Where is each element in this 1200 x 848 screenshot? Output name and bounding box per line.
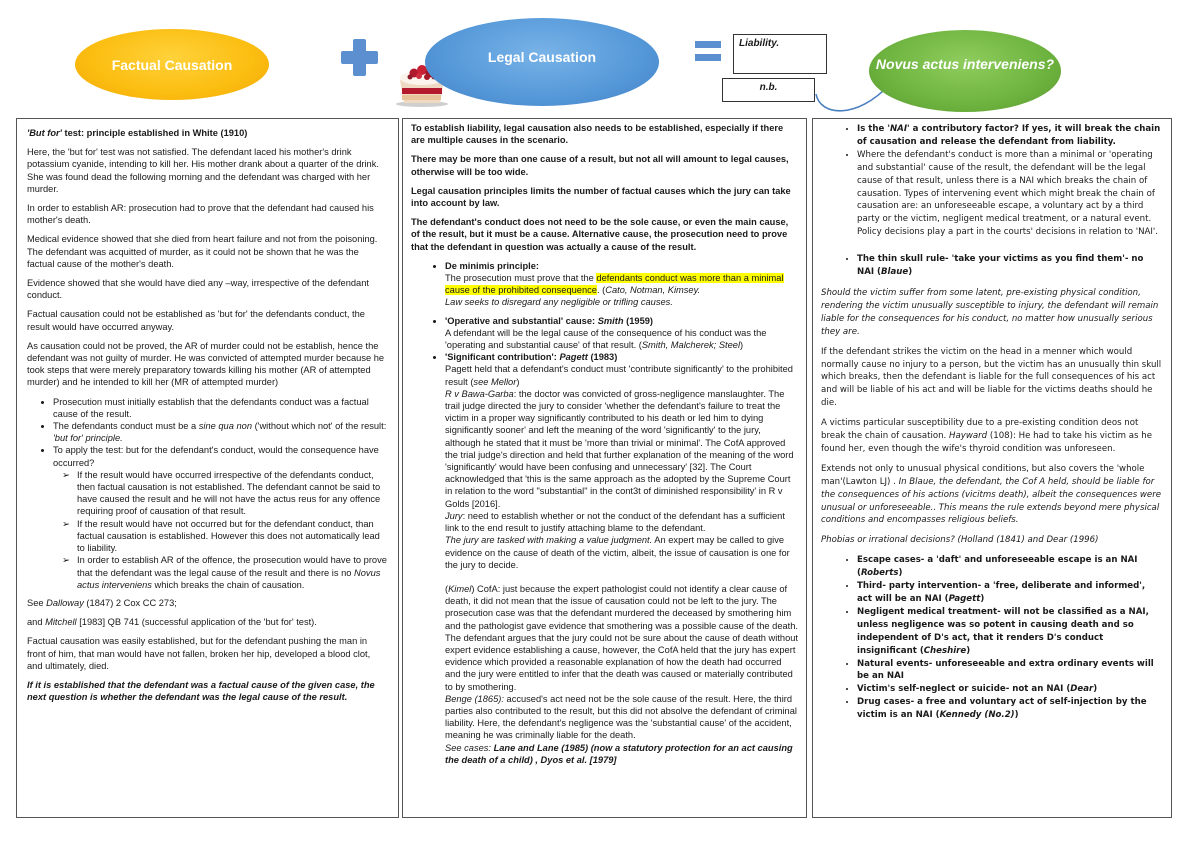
dalloway-citation: See Dalloway (1847) 2 Cox CC 273; [27,597,177,608]
list-item: • Escape cases- a 'daft' and unforeseeable escape is an NAI (Roberts) [857,554,1163,580]
list-item: • Negligent medical treatment- will not be classified as a NAI, unless negligence was so potent in causing death and so independent of D's act, that it renders D's conduct insignificant (Cheshire) [857,606,1163,658]
nb-label: n.b. [759,82,778,93]
list-item: • Victim's self-neglect or suicide- not an NAI (Dear) [857,683,1163,696]
factual-causation-label: Factual Causation [111,56,233,73]
nai-types-list [821,554,1163,722]
legal-causation-label: Legal Causation [487,49,597,65]
novus-actus-label: Novus actus interveniens? [875,56,1055,72]
liability-paragraph: To establish liability, legal causation also needs to be established, especially if there are multiple causes in the scenario. [411,123,784,146]
thin-skull-list [821,253,1163,279]
list-item: ➢ If the result would have not occurred but for the defendant conduct, than factual causation is established. However this does not automatically lead to liability. [77,518,388,555]
ar-paragraph: In order to establish AR: prosecution had to prove that the defendant had caused his mother's death. [27,203,374,226]
plus-icon [341,39,378,76]
strike-paragraph: If the defendant strikes the victim on the head in a menner which would normally cause no injury to a person, but the victim has an unusually thin skull which breaks, then the defendant is liable for the full consequences of his act and will be liable of his act and will be liable for the victims deaths should he die. [821,346,1162,409]
multiple-causes-paragraph: There may be more than one cause of a result, but not all will amount to legal causes, otherwise will be too wide. [411,154,789,177]
white-facts: Here, the 'but for' test was not satisfied. The defendant laced his mother's drink potassium cyanide, intending to kill her. His mother drank about a quarter of the drink. She was found dead the following morning and the defendant was charged with her murder. [27,147,379,194]
pushing-paragraph: Factual causation was easily established, but for the defendant pushing the man in front of him, that man would have not fallen, broken her hip, developed a blood clot, and ultimately, died. [27,636,371,671]
list-item: • The defendants conduct must be a sine qua non ('without which not' of the result: 'but for' principle. [53,420,388,444]
legal-principles-list [411,260,798,309]
but-for-heading: 'But for' test: principle established in White (1910) [27,128,248,138]
novus-actus-oval [869,30,1061,112]
sole-cause-paragraph: The defendant's conduct does not need to be the sole cause, or even the main cause, of the result, but it must be a cause. Alternative cause, the prosecution need to prove that the defendant in question was actually a cause of the result. [411,217,789,252]
legal-causation-oval [425,18,659,106]
nai-column [812,118,1172,818]
list-item: • Prosecution must initially establish that the defendants conduct was a factual cause of the result. [53,396,388,420]
list-item: • De minimis principle: The prosecution must prove that the defendants conduct was more than a minimal cause of the prohibited consequence. (Cato, Notman, Kimsey. Law seeks to disregard any negligible or trifling causes. [445,260,798,309]
list-item: • Third- party intervention- a 'free, deliberate and informed', act will be an NAI (Pagett) [857,580,1163,606]
kimel-paragraph: (Kimel) CofA: just because the expert pathologist could not identify a clear cause of death, it did not mean that the issue of causation could not be left to the jury. The prosecution case was that the defendant murdered the deceased by smothering him and the pathologist gave evidence that smothering was a possible cause of the death. The defendant argues that the jury could not be sure about the cause of death without expert evidence establishing a cause, however, the CofA held that the jury has expert evidence which provided a reasonable explanation of how the death had occurred and the jury were entitled to infer that the death was caused or materially contributed to by smothering. Benge (1865): accused's act need not be the sole cause of the result. Here, the third parties also contributed to the result, but this did not absolve the defendant of criminal liability. Here, the defendant's negligence was the 'substantial cause' of the accident, meaning he was criminally liable for the death. See cases: Lane and Lane (1985) (now a statutory protection for an act causing the death of a child) , Dyos et al. [1979] [445,583,799,765]
highlighted-text: defendants conduct was more than a minimal cause of the prohibited consequence [445,273,784,296]
list-item: ➢ In order to establish AR of the offence, the prosecution would have to prove that the defendant was the legal cause of the result and there is no Novus actus interveniens which breaks the chain of causation. [77,554,388,591]
list-item: • Is the 'NAI' a contributory factor? If yes, it will break the chain of causation and release the defendant from liability. [857,123,1163,149]
nai-question-list [821,123,1163,239]
whole-man-paragraph: Extends not only to unusual physical conditions, but also covers the 'whole man'(Lawton LJ) . In Blaue, the defendant, the Cof A held, should be liable for the consequences of his actions (vicitms death), albeit the consequences were unusual or unforeseeable.. This means the rule extends beyond mere physical conditions and encompasses religious beliefs. [821,463,1162,526]
equals-icon [695,41,721,63]
evidence-paragraph: Evidence showed that she would have died any –way, irrespective of the defendant conduct. [27,278,369,301]
liability-box [733,34,827,74]
factual-bullet-list [27,396,388,591]
principles-paragraph: Legal causation principles limits the number of factual causes which the jury can take into account by law. [411,185,791,209]
conclusion-paragraph: If it is established that the defendant was a factual cause of the given case, the next question is whether the defendant was the legal cause of the result. [27,679,375,703]
legal-causation-column [402,118,807,818]
susceptibility-paragraph: A victims particular susceptibility due to a pre-existing condition deos not break the chain of causation. Hayward (108): He had to take his victim as he found her, even though the wife's thyroid condition was unforeseen. [821,418,1152,454]
list-item: • To apply the test: but for the defendant's conduct, would the consequence have occurred? ➢ If the result would have occurred irrespective of the defendants conduct, then factual causation is not established. The defendant cannot be said to have caused the result and he will not have the actus reus for any offence requiring proof of causation of that result. ➢ If the result would have not occurred but for the defendant conduct, than factual causation is established. However this does not automatically lead to liability. ➢ In order to establish AR of the offence, the prosecution would have to prove that the defendant was the legal cause of the result and there is no Novus actus interveniens which breaks the chain of causation. [53,444,388,590]
mitchell-citation: and Mitchell [1983] QB 741 (successful application of the 'but for' test). [27,617,317,628]
legal-principles-list-2 [411,315,798,571]
liability-label: Liability. [739,38,780,49]
factual-causation-column [16,118,399,818]
list-item: • 'Significant contribution': Pagett (1983) Pagett held that a defendant's conduct must 'contribute significantly' to the prohibited result (see Mellor) R v Bawa-Garba: the doctor was convicted of gross-negligence manslaughter. The trail judge directed the jury to consider 'whether the defendant's failure to treat the victim in a proper way significantly contributed to his death or led him to dying significantly sooner' and left the meaning of the word 'significantly' to the jury, although he stated that it must be 'more than trivial or minimal'. The CofA approved the trial judge's direction and held that further explanation of the meaning of the word 'significantly' would have been confusing and unnecessary' [32]. The Court acknowledged that 'this is the same approach as the adopted by the Supreme Court in relation to the word "substantial" in the cont3t of diminished responsibility' in R v Golds [2016]. Jury: need to establish whether or not the conduct of the defendant has a sufficient link to the end result to justify attaching blame to the defendant. The jury are tasked with making a value judgment. An expert may be called to give evidence on the cause of death of the victim, albeit, the issue of causation is one for the jury to decide. [445,351,798,571]
nb-box [722,78,815,102]
phobias-paragraph: Phobias or irrational decisions? (Holland (1841) and Dear (1996) [821,535,1099,546]
factual-causation-oval [75,29,269,100]
factual-not-established-paragraph: Factual causation could not be established as 'but for' the defendants conduct, the result would have occurred anyway. [27,309,365,332]
should-victim-paragraph: Should the victim suffer from some latent, pre-existing physical condition, rendering the victim unusually susceptible to injury, the defendant will remain liable for the consequences for his conduct, no matter how unusually serious they are. [821,287,1159,337]
list-item: • Natural events- unforeseeable and extra ordinary events will be an NAI [857,658,1163,684]
medical-evidence-paragraph: Medical evidence showed that she died from heart failure and not from the poisoning. The defendant was acquitted of murder, as it could not be shown that he was the factual cause of the mother's death. [27,234,378,269]
list-item: • The thin skull rule- 'take your victims as you find them'- no NAI (Blaue) [857,253,1163,279]
list-item: • Where the defendant's conduct is more than a minimal or 'operating and substantial' cause of the result, the defendant will be the legal cause of that result, unless there is a NAI which breaks the chain of causation. Types of intervening event which might break the chain of causation are: an unforeseeable escape, a voluntary act by a third party or the victim, negligent medical treatment, or a natural event. Policy decisions play a part in the courts' decisions in relation to 'NAI'. [857,149,1163,239]
list-item: • 'Operative and substantial' cause: Smith (1959) A defendant will be the legal cause of the consequence of his conduct was the 'operating and substantial cause' of that result. (Smith, Malcherek; Steel) [445,315,798,352]
list-item: ➢ If the result would have occurred irrespective of the defendants conduct, then factual causation is not established. The defendant cannot be said to have caused the result and he will not have the actus reus for any offence requiring proof of causation of that result. [77,469,388,518]
arrow-list [53,469,388,591]
list-item: • Drug cases- a free and voluntary act of self-injection by the victim is an NAI (Kennedy (No.2)) [857,696,1163,722]
attempted-murder-paragraph: As causation could not be proved, the AR of murder could not be establish, hence the defendant was not guilty of murder. He was convicted of attempted murder because he took steps that were merely preparatory towards killing his mother (AR of attempted murder) and he intended to kill her (MR of attempted murder) [27,340,385,388]
